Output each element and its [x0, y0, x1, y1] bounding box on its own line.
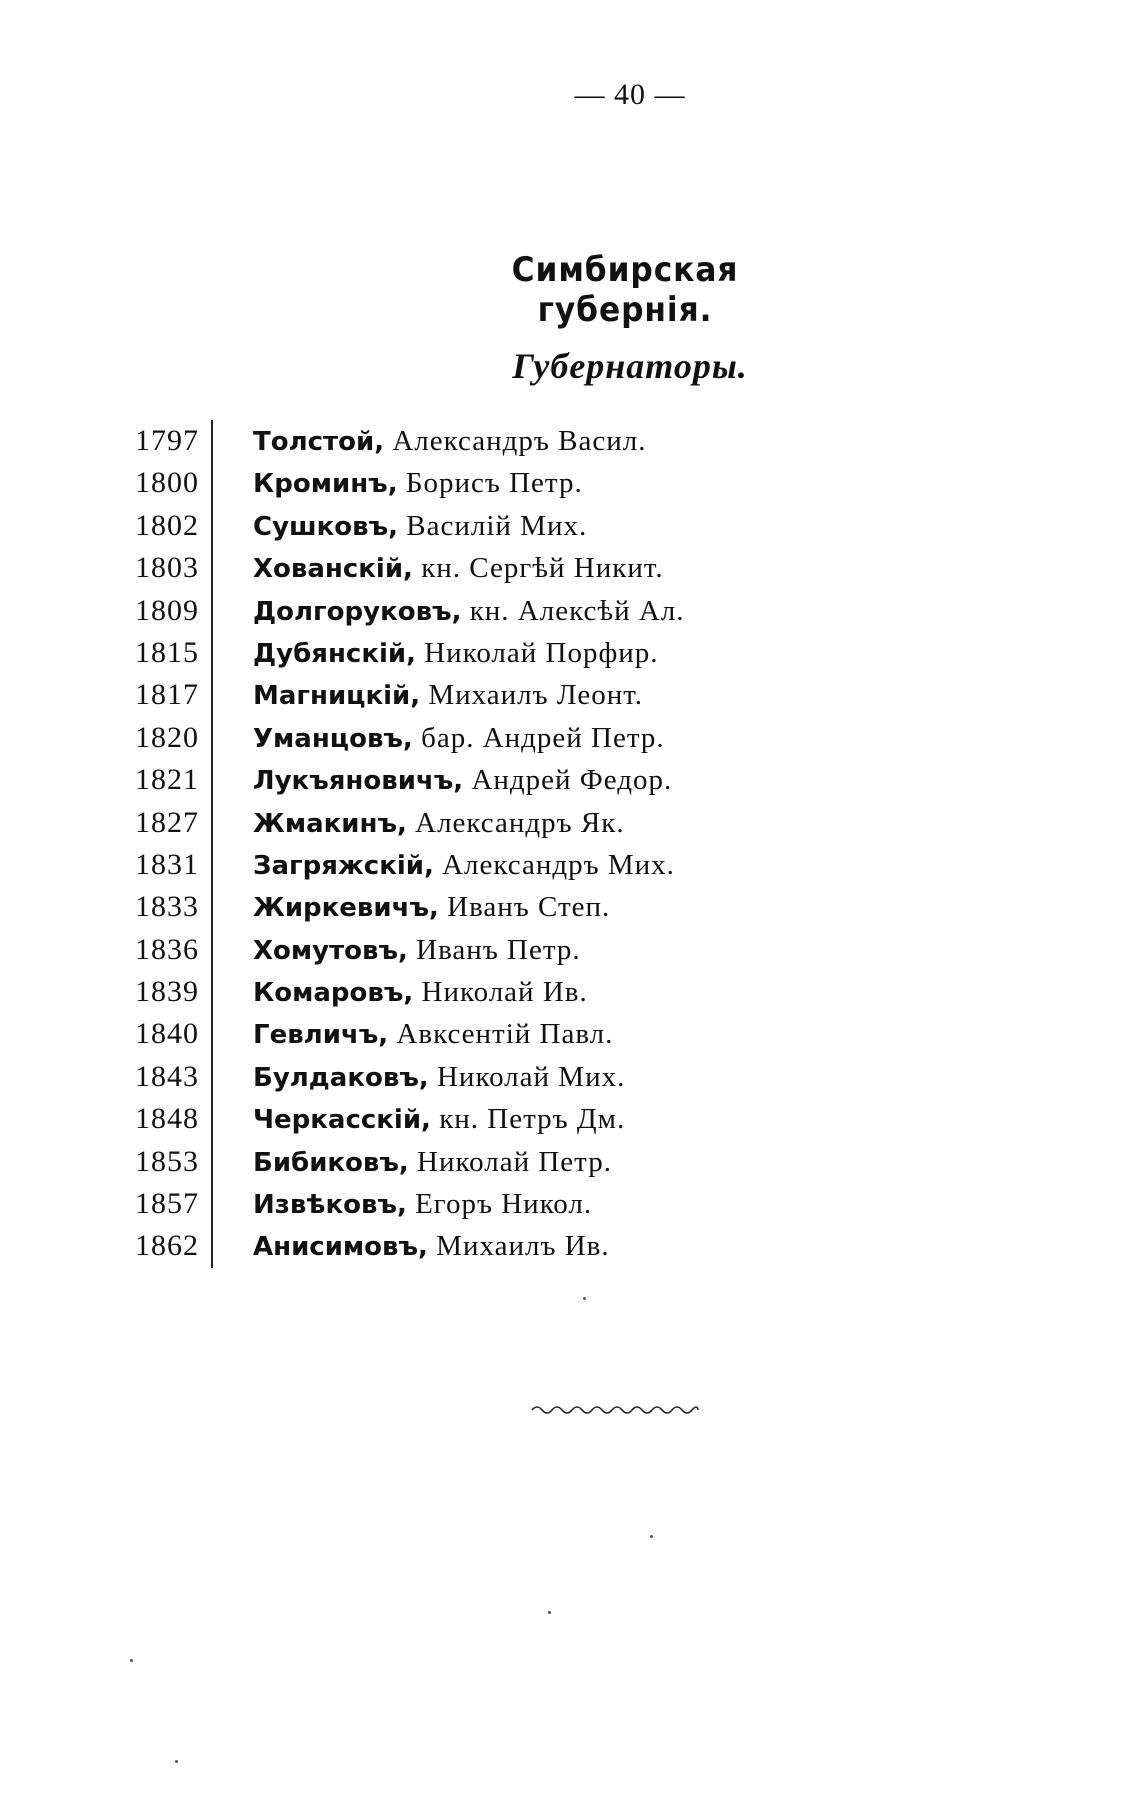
governor-year: 1853: [105, 1141, 213, 1183]
governor-year: 1809: [105, 590, 213, 632]
governor-year: 1802: [105, 505, 213, 547]
governor-year: 1836: [105, 929, 213, 971]
governor-row: [105, 1225, 765, 1267]
governor-given-names: Авксентій Павл.: [396, 1018, 614, 1051]
governor-row: [105, 462, 765, 504]
governor-row: [105, 802, 765, 844]
governor-name: [213, 1056, 625, 1099]
governor-surname: Жиркевичъ,: [253, 893, 439, 924]
wavy-rule-ornament-icon: [530, 1400, 700, 1420]
print-speck: [548, 1611, 551, 1614]
governor-surname: Гевличъ,: [253, 1020, 389, 1051]
governor-year: 1840: [105, 1013, 213, 1055]
governor-row: [105, 1183, 765, 1225]
governor-surname: Магницкій,: [253, 681, 421, 712]
governor-name: [213, 1141, 612, 1184]
governor-row: [105, 971, 765, 1013]
governor-year: 1797: [105, 420, 213, 462]
governor-year: 1820: [105, 717, 213, 759]
governor-surname: Уманцовъ,: [253, 723, 413, 754]
governor-given-names: кн. Петръ Дм.: [439, 1103, 626, 1136]
governor-year: 1857: [105, 1183, 213, 1225]
governor-surname: Хованскій,: [253, 554, 413, 585]
governor-name: [213, 420, 646, 463]
governor-row: [105, 1098, 765, 1140]
governor-surname: Долгоруковъ,: [253, 596, 462, 627]
governor-row: [105, 929, 765, 971]
governor-given-names: Александръ Мих.: [442, 848, 675, 881]
governors-list: [105, 420, 765, 1268]
governor-given-names: Николай Петр.: [417, 1145, 612, 1178]
governor-given-names: Иванъ Петр.: [416, 933, 581, 966]
governor-surname: Хомутовъ,: [253, 935, 408, 966]
governor-row: [105, 420, 765, 462]
governor-year: 1831: [105, 844, 213, 886]
governor-row: [105, 1141, 765, 1183]
governor-surname: Извѣковъ,: [253, 1190, 407, 1221]
governor-year: 1817: [105, 674, 213, 716]
governor-name: [213, 1098, 625, 1141]
governor-row: [105, 590, 765, 632]
governor-given-names: Александръ Як.: [415, 806, 625, 839]
governor-surname: Анисимовъ,: [253, 1232, 428, 1263]
governor-name: [213, 462, 583, 505]
governor-year: 1839: [105, 971, 213, 1013]
governor-name: [213, 547, 664, 590]
governor-given-names: Николай Ив.: [421, 976, 588, 1009]
governor-name: [213, 759, 672, 802]
governor-name: [213, 590, 685, 633]
governor-given-names: Борисъ Петр.: [405, 467, 583, 500]
print-speck: [175, 1760, 178, 1763]
page-number: — 40 —: [574, 78, 686, 111]
governor-given-names: Михаилъ Ив.: [436, 1230, 610, 1263]
governor-row: [105, 547, 765, 589]
governor-surname: Загряжскій,: [253, 850, 434, 881]
governor-given-names: кн. Алексѣй Ал.: [469, 594, 685, 627]
governor-given-names: кн. Сергѣй Никит.: [421, 552, 664, 585]
governor-surname: Комаровъ,: [253, 978, 414, 1009]
governor-given-names: Михаилъ Леонт.: [428, 679, 643, 712]
governor-name: [213, 929, 581, 972]
governor-year: 1827: [105, 802, 213, 844]
governor-surname: Кроминъ,: [253, 469, 398, 500]
governor-row: [105, 844, 765, 886]
governor-surname: Булдаковъ,: [253, 1062, 429, 1093]
governor-row: [105, 1013, 765, 1055]
governor-surname: Лукъяновичъ,: [253, 766, 464, 797]
governor-name: [213, 674, 643, 717]
governor-row: [105, 886, 765, 928]
governor-surname: Черкасскій,: [253, 1105, 431, 1136]
governor-name: [213, 1183, 592, 1226]
governor-given-names: Александръ Васил.: [392, 425, 647, 457]
governor-given-names: бар. Андрей Петр.: [421, 721, 665, 754]
province-title: Симбирская губернія.: [511, 250, 739, 330]
governor-year: 1833: [105, 886, 213, 928]
governor-name: [213, 802, 625, 845]
print-speck: [650, 1535, 653, 1538]
governor-row: [105, 1056, 765, 1098]
print-speck: [130, 1659, 133, 1662]
governor-year: 1821: [105, 759, 213, 801]
print-speck: [583, 1297, 586, 1300]
governor-name: [213, 886, 610, 929]
governor-year: 1848: [105, 1098, 213, 1140]
governor-surname: Жмакинъ,: [253, 808, 407, 839]
governor-name: [213, 1225, 610, 1268]
governor-given-names: Николай Мих.: [436, 1060, 626, 1093]
governor-row: [105, 759, 765, 801]
governor-given-names: Егоръ Никол.: [415, 1188, 593, 1221]
governor-row: [105, 717, 765, 759]
governor-name: [213, 632, 659, 675]
governor-year: 1803: [105, 547, 213, 589]
governor-name: [213, 717, 665, 760]
governor-name: [213, 505, 587, 548]
governor-name: [213, 971, 588, 1014]
governor-name: [213, 1013, 613, 1056]
governor-given-names: Николай Порфир.: [424, 636, 659, 669]
governor-surname: Толстой,: [253, 427, 385, 457]
governor-given-names: Андрей Федор.: [471, 764, 673, 797]
governor-year: 1843: [105, 1056, 213, 1098]
governor-surname: Бибиковъ,: [253, 1147, 409, 1178]
governor-year: 1800: [105, 462, 213, 504]
governor-row: [105, 632, 765, 674]
governor-year: 1815: [105, 632, 213, 674]
governor-name: [213, 844, 675, 887]
section-title: Губернаторы.: [512, 346, 748, 386]
governor-row: [105, 505, 765, 547]
governor-surname: Сушковъ,: [253, 511, 399, 542]
governor-year: 1862: [105, 1225, 213, 1267]
governor-surname: Дубянскій,: [253, 638, 416, 669]
governor-given-names: Василій Мих.: [406, 509, 588, 542]
governor-row: [105, 674, 765, 716]
governor-given-names: Иванъ Степ.: [447, 891, 611, 924]
